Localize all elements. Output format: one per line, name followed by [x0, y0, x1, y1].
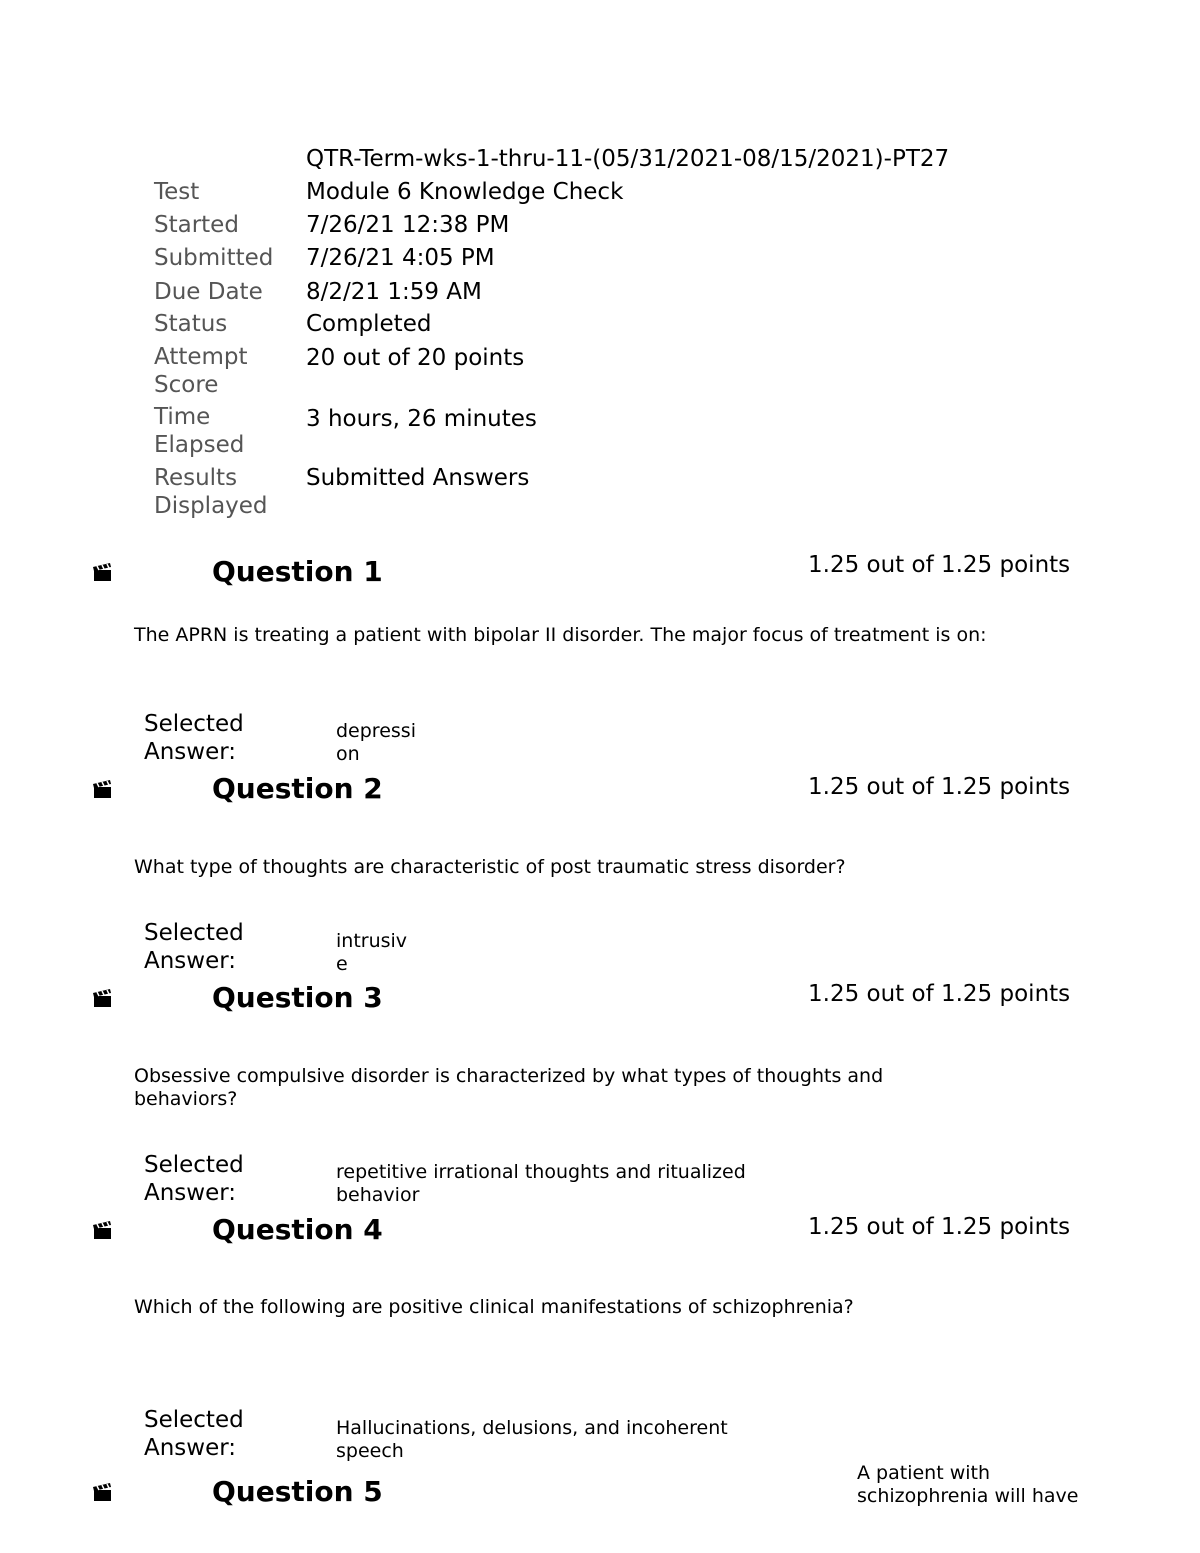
info-label-results-displayed: Results Displayed — [154, 465, 268, 519]
question-1-selected-label: Selected Answer: — [144, 711, 244, 765]
question-4-selected-answer: Hallucinations, delusions, and incoherent speech — [336, 1417, 728, 1462]
question-1-title: Question 1 — [212, 555, 383, 588]
info-label-time-elapsed: Time Elapsed — [154, 404, 245, 458]
info-value-submitted: 7/26/21 4:05 PM — [306, 245, 495, 271]
info-value-started: 7/26/21 12:38 PM — [306, 212, 510, 238]
info-label-due-date: Due Date — [154, 279, 263, 305]
info-value-attempt-score: 20 out of 20 points — [306, 345, 525, 371]
info-label-attempt-score: Attempt Score — [154, 344, 248, 398]
question-1-points: 1.25 out of 1.25 points — [808, 552, 1071, 578]
question-4-title: Question 4 — [212, 1213, 383, 1246]
clapperboard-icon — [92, 1482, 114, 1502]
question-4-text: Which of the following are positive clinical manifestations of schizophrenia? — [134, 1296, 854, 1318]
info-value-test: Module 6 Knowledge Check — [306, 179, 624, 205]
question-3-points: 1.25 out of 1.25 points — [808, 981, 1071, 1007]
question-4-points: 1.25 out of 1.25 points — [808, 1214, 1071, 1240]
clapperboard-icon — [92, 1220, 114, 1240]
info-label-test: Test — [154, 179, 200, 205]
question-2-points: 1.25 out of 1.25 points — [808, 774, 1071, 800]
question-5-title: Question 5 — [212, 1475, 383, 1508]
question-2-title: Question 2 — [212, 772, 383, 805]
info-label-started: Started — [154, 212, 239, 238]
question-1-text: The APRN is treating a patient with bipolar II disorder. The major focus of treatment is on: — [134, 624, 987, 646]
clapperboard-icon — [92, 988, 114, 1008]
course-title: QTR-Term-wks-1-thru-11-(05/31/2021-08/15/2021)-PT27 — [306, 146, 950, 172]
clapperboard-icon — [92, 779, 114, 799]
info-label-status: Status — [154, 311, 228, 337]
question-3-selected-answer: repetitive irrational thoughts and ritualized behavior — [336, 1161, 746, 1206]
question-4-selected-label: Selected Answer: — [144, 1407, 244, 1461]
question-3-selected-label: Selected Answer: — [144, 1152, 244, 1206]
question-5-side-text: A patient with schizophrenia will have — [857, 1462, 1079, 1507]
question-3-title: Question 3 — [212, 981, 383, 1014]
question-2-selected-label: Selected Answer: — [144, 920, 244, 974]
clapperboard-icon — [92, 562, 114, 582]
info-value-due-date: 8/2/21 1:59 AM — [306, 279, 482, 305]
info-value-results-displayed: Submitted Answers — [306, 465, 530, 491]
info-value-time-elapsed: 3 hours, 26 minutes — [306, 406, 537, 432]
info-value-status: Completed — [306, 311, 432, 337]
question-2-text: What type of thoughts are characteristic of post traumatic stress disorder? — [134, 856, 846, 878]
info-label-submitted: Submitted — [154, 245, 274, 271]
question-3-text: Obsessive compulsive disorder is characterized by what types of thoughts and behaviors? — [134, 1065, 884, 1110]
question-1-selected-answer: depression — [336, 720, 416, 765]
question-2-selected-answer: intrusive — [336, 930, 408, 975]
